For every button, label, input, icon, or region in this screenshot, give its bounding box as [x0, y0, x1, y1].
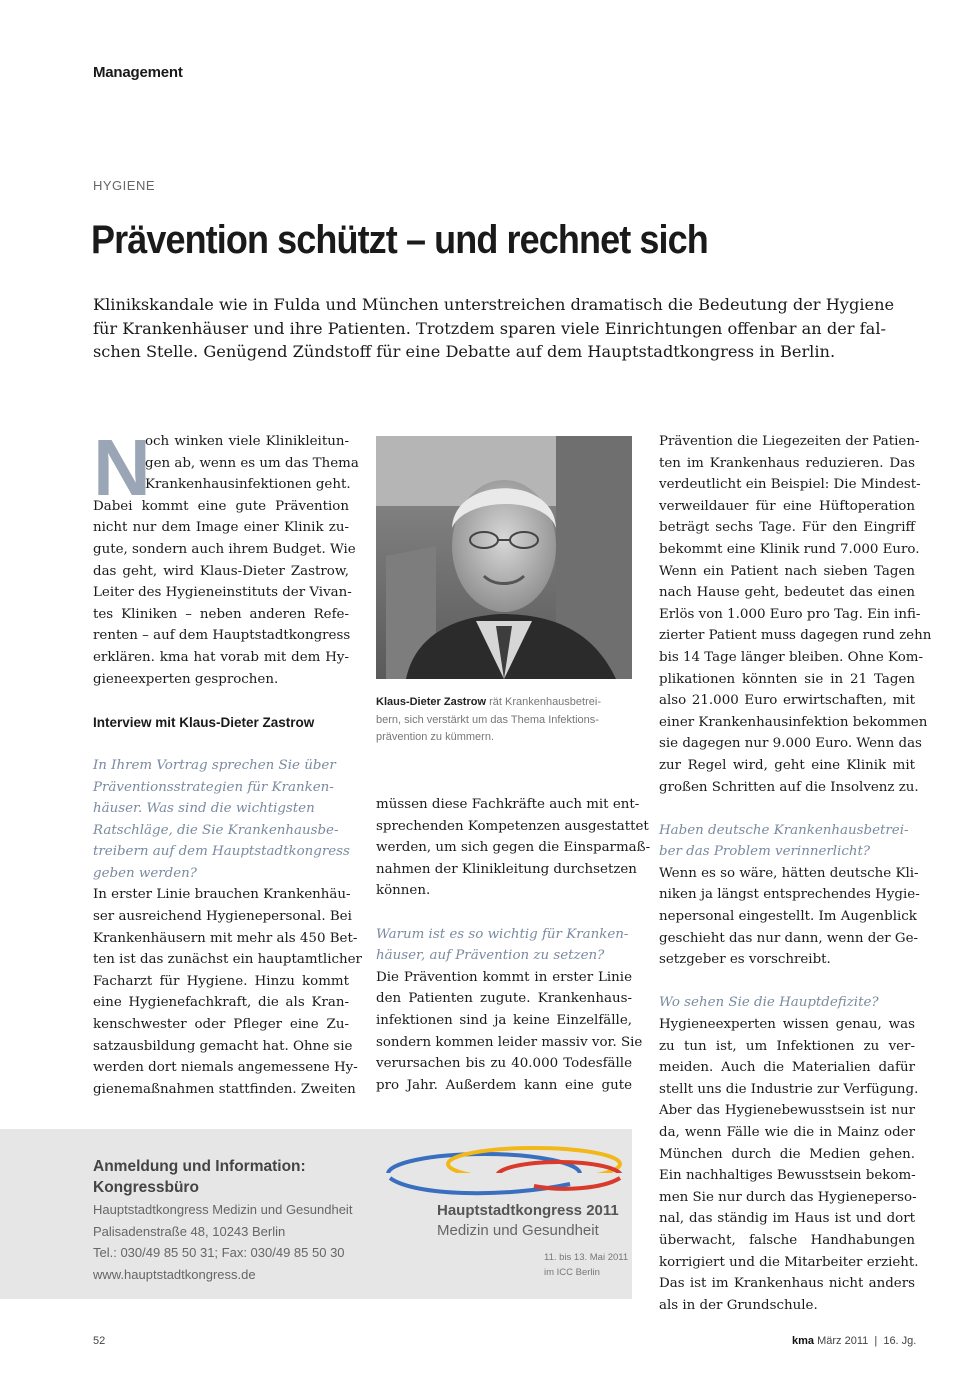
- question-line: ber das Problem verinnerlicht?: [659, 844, 871, 860]
- text-line: nicht nur dem Image einer Klinik zu-: [93, 520, 349, 536]
- text-line: Dabei kommt eine gute Prävention: [93, 498, 349, 514]
- text-line: da, wenn Fälle wie die in Mainz oder: [659, 1125, 915, 1140]
- text-line: och winken viele Klinikleitun-: [145, 434, 349, 449]
- portrait-photo: [376, 436, 632, 679]
- info-box-title: [93, 1156, 306, 1198]
- question-line: Haben deutsche Krankenhausbetrei-: [659, 822, 909, 838]
- text-line: München durch die Medien gehen.: [659, 1146, 915, 1162]
- text-line: Erlös von 1.000 Euro pro Tag. Ein infi-: [659, 606, 921, 622]
- text-line: Wenn ein Patient nach sieben Tagen: [659, 563, 915, 579]
- text-line: verursachen bis zu 40.000 Todesfälle: [376, 1056, 632, 1072]
- article-lead: [93, 293, 895, 364]
- website-link[interactable]: www.hauptstadtkongress.de: [93, 1266, 256, 1282]
- text-line: Das ist im Krankenhaus nicht anders: [659, 1276, 915, 1292]
- text-line: niken ja längst entsprechendes Hygie-: [659, 887, 920, 903]
- lead-line: für Krankenhäuser und ihre Patienten. Trotzdem sparen viele Einrichtungen offenbar an der fal-: [93, 318, 886, 338]
- text-line: Krankenhausinfektionen geht.: [145, 477, 351, 493]
- info-title-line: Kongressbüro: [93, 1179, 199, 1196]
- text-line: Leiter des Hygieneinstituts der Vivan-: [93, 585, 352, 601]
- text-line: bis 14 Tage länger bleiben. Ohne Kom-: [659, 649, 923, 665]
- question-line: Warum ist es so wichtig für Kranken-: [376, 926, 629, 942]
- question-line: häuser, auf Prävention zu setzen?: [376, 948, 605, 964]
- text-line: gienemaßnahmen stattfinden. Zweiten: [93, 1081, 356, 1097]
- text-line: nach Hause geht, bedeutet das einen: [659, 585, 915, 601]
- text-line: In erster Linie brauchen Krankenhäu-: [93, 887, 351, 903]
- column-3: [659, 431, 932, 1316]
- question-line: In Ihrem Vortrag sprechen Sie über: [93, 757, 336, 773]
- text-line: satzausbildung gemacht hat. Ohne sie: [93, 1038, 353, 1054]
- section-label: Management: [93, 64, 183, 81]
- text-line: setzgeber es vorschreibt.: [659, 952, 831, 968]
- question-line: treibern auf dem Hauptstadtkongress: [93, 844, 350, 860]
- text-line: überwacht, falsche Handhabungen: [659, 1232, 915, 1248]
- text-line: pro Jahr. Außerdem kann eine gute: [376, 1077, 632, 1093]
- text-line: renten – auf dem Hauptstadtkongress: [93, 628, 351, 644]
- text-line: men Sie nur durch das Hygieneperso-: [659, 1189, 917, 1205]
- text-line: das geht, wird Klaus-Dieter Zastrow,: [93, 563, 349, 579]
- footer-issue: [792, 1335, 916, 1347]
- text-line: Die Prävention kommt in erster Linie: [376, 969, 632, 985]
- text-line: gen ab, wenn es um das Thema: [145, 455, 359, 471]
- text-line: werden dort niemals angemessene Hy-: [93, 1060, 358, 1076]
- interview-heading: Interview mit Klaus-Dieter Zastrow: [93, 714, 315, 730]
- lead-line: Klinikskandale wie in Fulda und München unterstreichen dramatisch die Bedeutung der Hygiene: [93, 295, 895, 314]
- text-line: zu tun ist, um Infektionen zu ver-: [659, 1038, 915, 1054]
- question-line: geben werden?: [93, 865, 197, 881]
- contact-line: Tel.: 030/49 85 50 31; Fax: 030/49 85 50 30: [93, 1245, 345, 1260]
- kongress-title: Hauptstadtkongress 2011: [437, 1202, 619, 1219]
- text-line: einer Krankenhausinfektion bekommen: [659, 714, 928, 730]
- contact-line: Hauptstadtkongress Medizin und Gesundheit: [93, 1202, 353, 1217]
- text-line: Wenn es so wäre, hätten deutsche Kli-: [659, 865, 919, 881]
- text-line: Ein nachhaltiges Bewusstsein bekom-: [659, 1168, 916, 1184]
- text-line: zur Regel wird, geht eine Klinik mit: [659, 757, 915, 773]
- column-2: [376, 794, 651, 1096]
- question-line: häuser. Was sind die wichtigsten: [93, 801, 315, 817]
- text-line: müssen diese Fachkräfte auch mit ent-: [376, 797, 640, 812]
- text-line: können.: [376, 883, 431, 899]
- text-line: meiden. Auch die Materialien dafür: [659, 1060, 915, 1076]
- text-line: geschieht das nur dann, wenn der Ge-: [659, 930, 919, 946]
- text-line: korrigiert und die Mitarbeiter erzieht.: [659, 1254, 919, 1270]
- info-title-line: Anmeldung und Information:: [93, 1158, 306, 1175]
- question-line: Wo sehen Sie die Hauptdefizite?: [659, 995, 879, 1011]
- article-title: Prävention schützt – und rechnet sich: [91, 218, 708, 262]
- text-line: ser ausreichend Hygienepersonal. Bei: [93, 909, 352, 925]
- info-box-contact: [93, 1199, 352, 1285]
- lead-line: schen Stelle. Genügend Zündstoff für eine Debatte auf dem Hauptstadtkongress in Berlin.: [93, 342, 836, 361]
- caption-line: rät Krankenhausbetrei-: [486, 696, 601, 708]
- footer-issue-text: März 2011 | 16. Jg.: [814, 1335, 917, 1347]
- text-line: Aber das Hygienebewusstsein ist nur: [659, 1103, 915, 1119]
- text-line: ten im Krankenhaus reduzieren. Das: [659, 455, 915, 471]
- text-line: sondern kommen leider massiv vor. Sie: [376, 1034, 643, 1050]
- text-line: stellt uns die Industrie zur Verfügung.: [659, 1081, 919, 1097]
- text-line: den Patienten zugute. Krankenhaus-: [376, 991, 632, 1007]
- caption-line: bern, sich verstärkt um das Thema Infektions-: [376, 713, 599, 726]
- text-line: ten ist das zunächst ein hauptamtlicher: [93, 952, 362, 968]
- question-line: Präventionsstrategien für Kranken-: [93, 779, 334, 795]
- text-line: Hygieneexperten wissen genau, was: [659, 1017, 915, 1033]
- caption-name: Klaus-Dieter Zastrow: [376, 696, 487, 708]
- text-line: Krankenhäusern mit mehr als 450 Bet-: [93, 930, 358, 946]
- text-line: nepersonal eingestellt. Im Augenblick: [659, 909, 917, 925]
- text-line: nal, das ständig im Haus ist und dort: [659, 1211, 915, 1227]
- question-line: Ratschläge, die Sie Krankenhausbe-: [93, 822, 339, 838]
- kongress-date: [544, 1250, 628, 1280]
- text-line: beträgt sechs Tage. Für den Eingriff: [659, 520, 915, 536]
- text-line: zierter Patient muss dagegen rund zehn: [659, 628, 932, 644]
- text-line: plikationen könnten sie in 21 Tagen: [659, 671, 915, 687]
- portrait-illustration: [376, 436, 632, 679]
- text-line: verdeutlicht ein Beispiel: Die Mindest-: [659, 477, 921, 493]
- footer-brand: kma: [792, 1335, 815, 1347]
- article-kicker: HYGIENE: [93, 178, 156, 193]
- text-line: also 21.000 Euro erwirtschaften, mit: [659, 693, 915, 709]
- page-number: 52: [93, 1335, 106, 1347]
- drop-cap: N: [93, 423, 151, 512]
- text-line: gute, sondern auch ihrem Budget. Wie: [93, 541, 356, 557]
- text-line: eine Hygienefachkraft, die als Kran-: [93, 995, 349, 1011]
- text-line: Prävention die Liegezeiten der Patien-: [659, 434, 920, 449]
- column-1: [93, 431, 362, 1100]
- text-line: als in der Grundschule.: [659, 1297, 818, 1313]
- date-line: 11. bis 13. Mai 2011: [544, 1252, 629, 1263]
- kongress-subtitle: Medizin und Gesundheit: [437, 1222, 599, 1239]
- text-line: tes Kliniken – neben anderen Refe-: [93, 606, 349, 622]
- date-line: im ICC Berlin: [544, 1267, 600, 1278]
- text-line: sprechenden Kompetenzen ausgestattet: [376, 818, 649, 834]
- caption-line: prävention zu kümmern.: [376, 731, 494, 743]
- text-line: erklären. kma hat vorab mit dem Hy-: [93, 649, 349, 665]
- kongress-logo-icon: [384, 1140, 630, 1202]
- text-line: sie dagegen nur 9.000 Euro. Wenn das: [659, 736, 922, 752]
- photo-caption: [376, 694, 636, 747]
- text-line: gieneexperten gesprochen.: [93, 671, 279, 687]
- text-line: infektionen sind ja keine Einzelfälle,: [376, 1012, 632, 1028]
- text-line: werden, um sich gegen die Einsparmaß-: [376, 840, 651, 856]
- text-line: Facharzt für Hygiene. Hinzu kommt: [93, 973, 349, 989]
- text-line: nahmen der Klinikleitung durchsetzen: [376, 861, 637, 877]
- text-line: verweildauer für eine Hüftoperation: [659, 498, 915, 514]
- text-line: großen Schritten auf die Insolvenz zu.: [659, 779, 919, 795]
- text-line: kenschwester oder Pfleger eine Zu-: [93, 1017, 349, 1033]
- contact-line: Palisadenstraße 48, 10243 Berlin: [93, 1223, 286, 1239]
- text-line: bekommt eine Klinik rund 7.000 Euro.: [659, 541, 920, 557]
